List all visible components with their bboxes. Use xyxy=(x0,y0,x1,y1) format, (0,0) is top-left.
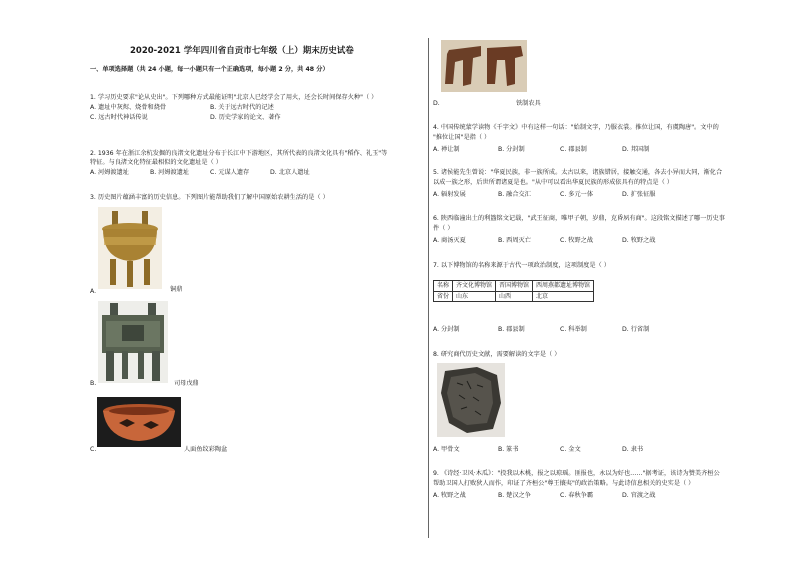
q3-option-c-caption: 人面鱼纹彩陶盆 xyxy=(184,446,228,453)
q6-stem-line1: 6. 陕西临潼出土的利簋铭文记载，"武王征商，唯甲子朝，岁鼎，克昏夙有商"。这段铭文描述了哪一历史事 xyxy=(433,215,725,222)
q4-stem-line2: "推位让国"是指（ ） xyxy=(433,134,491,141)
table-row xyxy=(434,281,594,292)
q8-stem: 8. 研究商代历史文献，需要解读的文字是（ ） xyxy=(433,351,561,358)
column-divider xyxy=(428,38,429,538)
table-cell: 齐文化博物馆 xyxy=(453,281,496,292)
q1-option-c[interactable]: C. 远古时代神话传说 xyxy=(90,114,148,121)
table-cell: 北京 xyxy=(533,291,594,302)
q1-stem: 1. 学习历史要求"论从史出"。下列哪种方式最能证明"北京人已经学会了用火，还会长时间保存火种"（ ） xyxy=(90,94,378,101)
q9-option-c[interactable]: C. 春秋争霸 xyxy=(560,492,594,499)
q3-option-a-caption: 铜鼎 xyxy=(170,286,183,293)
q5-option-c[interactable]: C. 多元一体 xyxy=(560,191,594,198)
bronze-ding-image xyxy=(98,207,162,289)
q8-option-b[interactable]: B. 篆书 xyxy=(498,446,519,453)
q3-option-d-caption: 铁制农具 xyxy=(516,100,541,107)
table-cell: 晋国博物馆 xyxy=(496,281,533,292)
iron-farm-tool-image xyxy=(441,40,527,92)
page-title: 2020-2021 学年四川省自贡市七年级（上）期末历史试卷 xyxy=(130,46,354,56)
q4-option-c[interactable]: C. 郡县制 xyxy=(560,146,587,153)
q5-option-d[interactable]: D. 扩张征服 xyxy=(622,191,656,198)
q1-option-b[interactable]: B. 关于远古时代的记述 xyxy=(210,104,274,111)
q7-option-c[interactable]: C. 科举制 xyxy=(560,326,587,333)
oracle-bone-image xyxy=(437,363,505,437)
q9-stem-line2: 帮助卫国人打败狄人而作，印证了齐桓公"尊王攘夷"的政治策略。与此诗信息相关的史实是（ ） xyxy=(433,480,695,487)
q9-option-d[interactable]: D. 官渡之战 xyxy=(622,492,656,499)
q7-option-b[interactable]: B. 郡县制 xyxy=(498,326,525,333)
q2-option-d[interactable]: D. 北京人遗址 xyxy=(270,169,310,176)
q3-option-b-letter[interactable]: B. xyxy=(90,380,97,387)
q2-stem-line2: 特征。与良渚文化特征最相似的文化遗址是（ ） xyxy=(90,159,222,166)
q2-option-a[interactable]: A. 河姆渡遗址 xyxy=(90,169,129,176)
q9-option-b[interactable]: B. 楚汉之争 xyxy=(498,492,531,499)
table-cell: 名称 xyxy=(434,281,453,292)
q6-option-b[interactable]: B. 西周灭亡 xyxy=(498,237,531,244)
q8-option-c[interactable]: C. 金文 xyxy=(560,446,581,453)
q4-option-b[interactable]: B. 分封制 xyxy=(498,146,525,153)
q7-option-d[interactable]: D. 行省制 xyxy=(622,326,650,333)
q8-option-a[interactable]: A. 甲骨文 xyxy=(433,446,460,453)
q7-stem: 7. 以下博物馆的名称来源于古代一项政治制度，这项制度是（ ） xyxy=(433,262,610,269)
q3-option-c-letter[interactable]: C. xyxy=(90,446,97,453)
q5-option-a[interactable]: A. 辐射发展 xyxy=(433,191,466,198)
simuwu-ding-image xyxy=(98,301,168,383)
q3-option-d-letter[interactable]: D. xyxy=(433,100,440,107)
q5-stem-line1: 5. 诸侯能先生曾说："华夏民族，非一族所成。太古以来，诸族错居，接触交通，各去小异而大同，渐化合 xyxy=(433,169,723,176)
q1-option-a[interactable]: A. 遗址中灰烬、烧骨和烧骨 xyxy=(90,104,167,111)
q5-option-b[interactable]: B. 融合交汇 xyxy=(498,191,531,198)
q4-option-d[interactable]: D. 邦国制 xyxy=(622,146,650,153)
section-heading: 一、单项选择题（共 24 小题，每一小题只有一个正确选项，每小题 2 分，共 48 分） xyxy=(90,66,329,73)
table-cell: 省份 xyxy=(434,291,453,302)
q6-option-a[interactable]: A. 商汤灭夏 xyxy=(433,237,466,244)
q3-option-b-caption: 司母戊鼎 xyxy=(174,380,199,387)
q6-option-d[interactable]: D. 牧野之战 xyxy=(622,237,656,244)
table-row xyxy=(434,291,594,302)
q9-option-a[interactable]: A. 牧野之战 xyxy=(433,492,466,499)
q6-option-c[interactable]: C. 牧野之战 xyxy=(560,237,594,244)
q5-stem-line2: 以成一族之形，后世所谓诸夏是也。"从中可以看出华夏民族的形成依具有的特点是（ ） xyxy=(433,179,673,186)
q7-option-a[interactable]: A. 分封制 xyxy=(433,326,460,333)
q9-stem-line1: 9. 《诗经·卫风·木瓜》："投我以木桃，报之以琼瑶。匪报也，永以为好也……"据考证，该诗为赞美齐桓公 xyxy=(433,470,720,477)
q2-stem-line1: 2. 1936 年在浙江余杭发掘的良渚文化遗址分布于长江中下游地区，其所代表的良渚文化具有"稻作、礼玉"等 xyxy=(90,150,388,157)
q3-option-a-letter[interactable]: A. xyxy=(90,288,97,295)
q4-option-a[interactable]: A. 禅让制 xyxy=(433,146,460,153)
pottery-basin-image xyxy=(97,397,181,447)
table-cell: 山东 xyxy=(453,291,496,302)
q6-stem-line2: 件（ ） xyxy=(433,225,454,232)
q4-stem-line1: 4. 中国传统蒙学读物《千字文》中有这样一句话："始制文字，乃服衣裳。推位让国，有虞陶唐"。文中的 xyxy=(433,124,719,131)
q2-option-b[interactable]: B. 河姆渡遗址 xyxy=(150,169,190,176)
q1-option-d[interactable]: D. 历史学家的论文、著作 xyxy=(210,114,281,121)
q8-option-d[interactable]: D. 隶书 xyxy=(622,446,644,453)
table-cell: 山西 xyxy=(496,291,533,302)
table-cell: 西周燕都遗址博物馆 xyxy=(533,281,594,292)
q2-option-c[interactable]: C. 元谋人遗存 xyxy=(210,169,250,176)
museum-table xyxy=(433,280,594,302)
q3-stem: 3. 历史图片蕴涵丰富的历史信息。下列图片能帮助我们了解中国原始农耕生活的是（ ） xyxy=(90,194,329,201)
